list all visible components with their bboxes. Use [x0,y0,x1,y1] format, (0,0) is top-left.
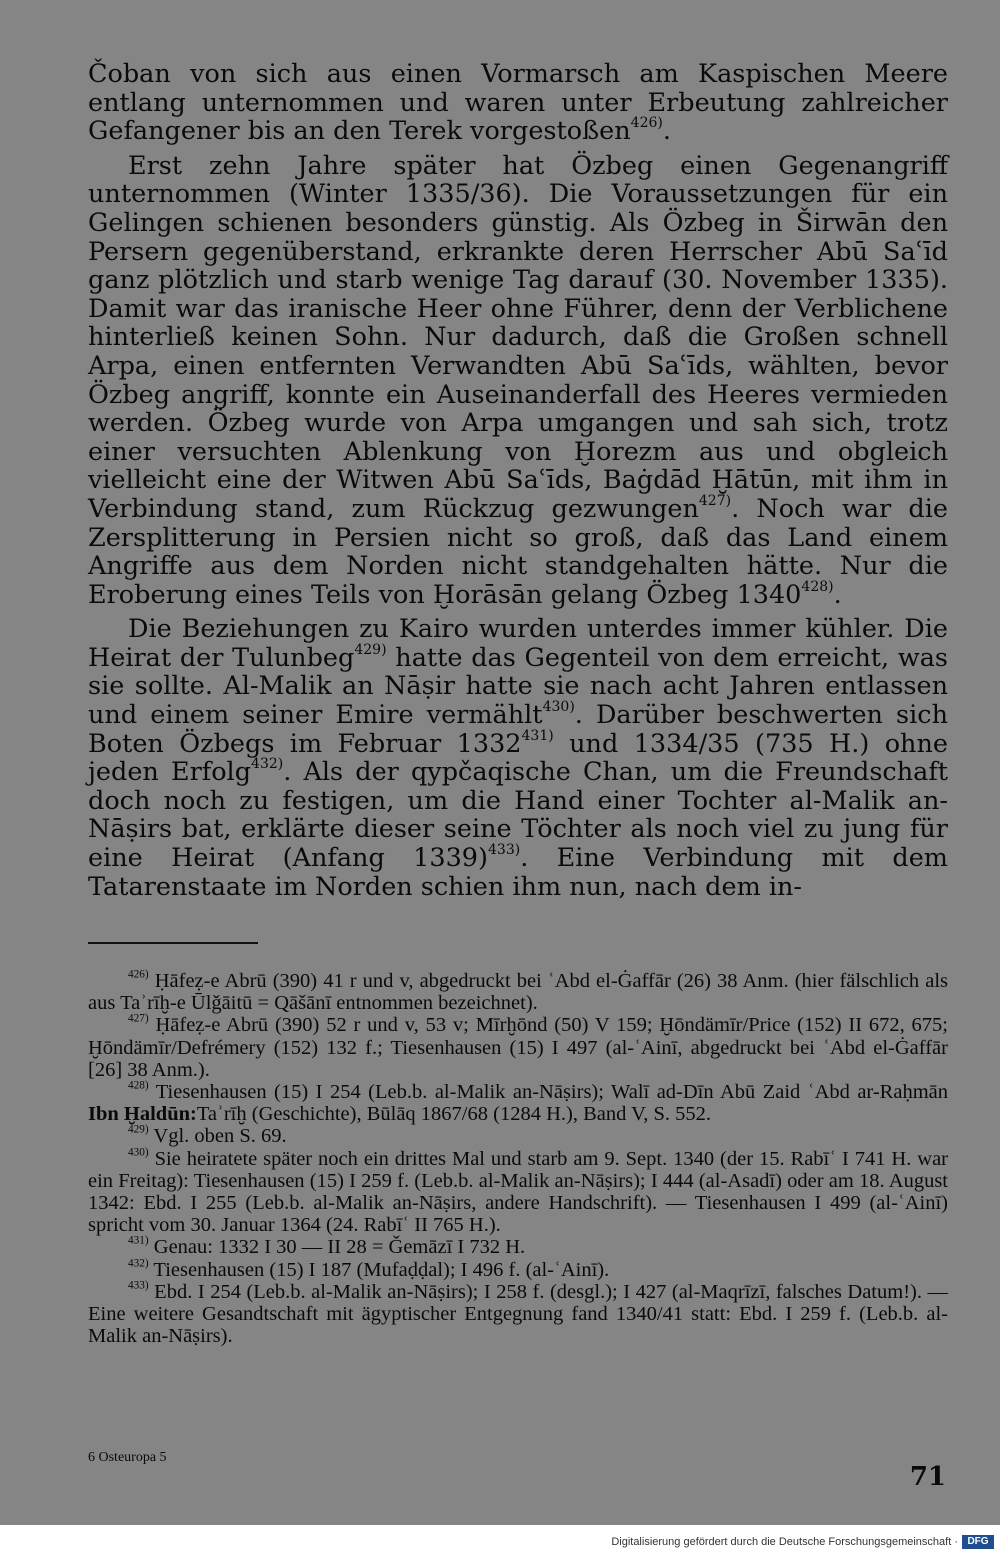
text-run: Die Beziehungen zu Kairo wurden unterdes immer kühler. Die Heirat der Tulunbeg [88,614,948,673]
signature-mark: 6 Osteuropa 5 [88,1450,167,1465]
footnote-ref: 432) [128,1257,149,1270]
text-run: Tiesenhausen (15) I 187 (Mufaḍḍal); I 496 f. (al-ʿAinī). [148,1258,610,1281]
footnote [88,1125,948,1147]
text-run: Tiesenhausen (15) I 254 (Leb.b. al-Malik an-Nāṣirs); Walī ad-Dīn Abū Zaid ʿAbd ar-Raḥmān [148,1081,948,1104]
footnote-separator [88,942,258,944]
dfg-logo-icon: DFG [962,1535,994,1549]
footnote [88,970,948,1014]
footnote-ref: 428) [801,578,834,595]
footnote-ref: 427) [128,1012,149,1025]
paragraph [88,615,948,901]
dfg-notice: Digitalisierung gefördert durch die Deutsche Forschungsgemeinschaft · [611,1536,958,1548]
text-run: . Als der qypčaqische Chan, um die Freundschaft doch noch zu festigen, um die Hand einer Tochter al-Malik an-Nāṣirs bat, erklärte dieser seine Töchter als noch viel zu jung für eine Heirat (Anfang 1339) [88,757,948,874]
footnote-ref: 426) [630,115,663,132]
text-run: Sie heiratete später noch ein drittes Mal und starb am 9. Sept. 1340 (der 15. Rabīʿ I 741 H. war ein Freitag): Tiesenhausen (15) I 259 f. (Leb.b. al-Malik an-Nāṣirs); I 444 (al-Asadī) oder am 18. August 1342: Ebd. I 255 (Leb.b. al-Malik an-Nāṣirs, andere Handschrift). — Tiesenhausen I 499 (al-ʿAinī) spricht vom 30. Januar 1364 (24. Rabīʿ II 765 H.). [88,1147,948,1237]
text-run: . Darüber beschwerten sich Boten Özbegs im Februar 1332 [88,700,948,759]
footnote [88,1014,948,1081]
bold-run: Ibn Ḫaldūn: [88,1103,197,1126]
text-run: Ḥāfeẓ-e Abrū (390) 52 r und v, 53 v; Mīrḫōnd (50) V 159; Ḫōndämīr/Price (152) II 672, 675; Ḫōndämīr/Defrémery (152) 132 f.; Tiesenhausen (15) I 497 (al-ʿAinī, abgedruckt bei ʿAbd el-Ġaffār [26] 38 Anm.). [88,1014,948,1081]
footnote [88,1081,948,1125]
text-run: Ḥāfeẓ-e Abrū (390) 41 r und v, abgedruckt bei ʿAbd el-Ġaffār (26) 38 Anm. (hier fälschlich als aus Taʾrīḫ-e Ūlǧāitū = Qāšānī entnommen bezeichnet). [88,970,948,1015]
footnote-ref: 431) [128,1234,149,1247]
text-run: Taʾrīḫ (Geschichte), Būlāq 1867/68 (1284 H.), Band V, S. 552. [196,1103,712,1126]
text-run: . [662,116,671,147]
footnote-ref: 432) [251,756,284,773]
footnote-ref: 431) [521,727,554,744]
footnote-ref: 430) [128,1146,149,1159]
text-run: Vgl. oben S. 69. [148,1125,287,1148]
footnote [88,1148,948,1237]
footnote-ref: 429) [354,641,387,658]
text-run: Erst zehn Jahre später hat Özbeg einen Gegenangriff unternommen (Winter 1335/36). Die Voraussetzungen für ein Gelingen schienen besonders günstig. Als Özbeg in Širwān den Persern gegenüberstand, erkrankte deren Herrscher Abū Saʿīd ganz plötzlich und starb wenige Tag darauf (30. November 1335). Damit war das iranische Heer ohne Führer, denn der Verblichene hinterließ keinen Sohn. Nur dadurch, daß die Großen schnell Arpa, einen entfernten Verwandten Abū Saʿīds, wählten, bevor Özbeg angriff, konnte ein Auseinanderfall des Heeres vermieden werden. Özbeg wurde von Arpa umgangen und sah sich, trotz einer versuchten Ablenkung von Ḫorezm aus und obgleich vielleicht eine der Witwen Abū Saʿīds, Baġdād Ḫātūn, mit ihm in Verbindung stand, zum Rückzug gezwungen [88,150,948,524]
footnote-ref: 433) [128,1279,149,1292]
footnote-ref: 433) [487,842,521,859]
paragraph [88,152,948,610]
footnote [88,1281,948,1348]
footnotes [88,970,948,1347]
footnote-ref: 430) [542,699,575,716]
text-run: Čoban von sich aus einen Vormarsch am Kaspischen Meere entlang unternommen und waren unter Erbeutung zahlreicher Gefangener bis an den Terek vorgestoßen [88,59,948,147]
page-number: 71 [909,1462,946,1492]
text-run: hatte das Gegenteil von dem erreicht, was sie sollte. Al-Malik an Nāṣir hatte sie nach acht Jahren entlassen und einem seiner Emire vermählt [88,642,948,731]
footnote-ref: 426) [128,968,149,981]
main-text [88,60,948,901]
footnote-ref: 428) [128,1079,149,1092]
dfg-footer-bar [0,1525,1000,1557]
text-run: . [833,579,842,610]
text-run: . Noch war die Zersplitterung in Persien nicht so groß, daß das Land einem Angriffe aus dem Norden nicht standgehalten hätte. Nur die Eroberung eines Teils von Ḫorāsān gelang Özbeg 1340 [88,493,948,610]
footnote-ref: 429) [128,1123,149,1136]
text-run: Ebd. I 254 (Leb.b. al-Malik an-Nāṣirs); I 258 f. (desgl.); I 427 (al-Maqrīzī, falsches Datum!). — Eine weitere Gesandtschaft mit ägyptischer Entgegnung fand 1340/41 statt: Ebd. I 259 f. (Leb.b. al-Malik an-Nāṣirs). [88,1280,948,1348]
footnote [88,1259,948,1281]
footnote-ref: 427) [698,493,732,509]
footnote [88,1236,948,1258]
text-run: und 1334/35 (735 H.) ohne jeden Erfolg [88,728,948,788]
text-run: Genau: 1332 I 30 — II 28 = Ǧemāzī I 732 H. [148,1236,526,1259]
paragraph [88,60,948,146]
text-run: . Eine Verbindung mit dem Tatarenstaate im Norden schien ihm nun, nach dem in- [88,843,948,902]
